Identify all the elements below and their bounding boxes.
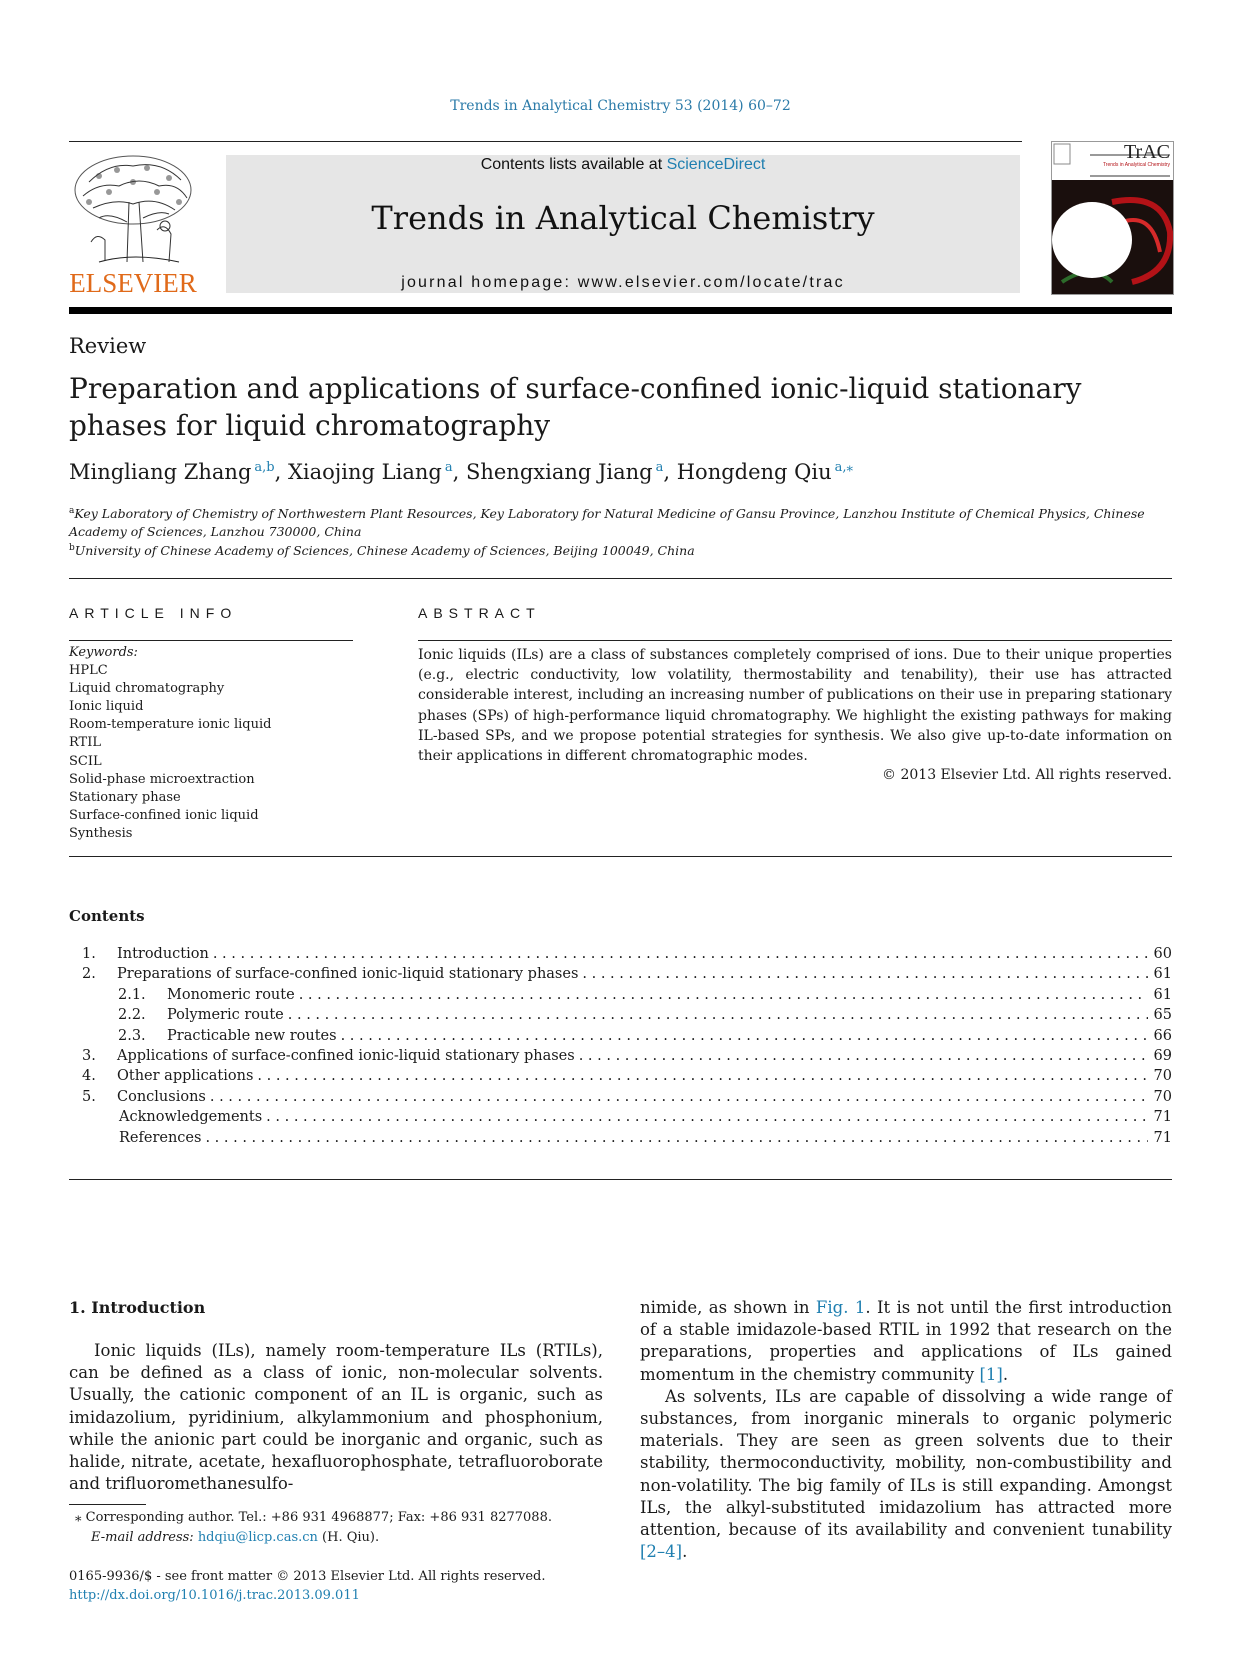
cover-brand: TrAC — [1124, 141, 1170, 163]
table-of-contents — [69, 946, 1172, 1150]
reference-link[interactable]: [2–4] — [640, 1542, 683, 1562]
header-thick-rule — [69, 307, 1172, 314]
elsevier-wordmark: ELSEVIER — [69, 268, 197, 298]
affiliation — [69, 503, 1172, 540]
email-link[interactable]: hdqiu@licp.cas.cn — [197, 1530, 318, 1545]
toc-leader-dots — [213, 946, 1148, 962]
author-name: Hongdeng Qiu — [676, 460, 832, 484]
author-affiliation-mark[interactable]: a,b — [254, 460, 275, 475]
toc-page: 61 — [1153, 986, 1172, 1003]
toc-leader-dots — [205, 1130, 1147, 1146]
author-list — [69, 460, 853, 484]
toc-number: 3. — [82, 1047, 96, 1064]
article-info-heading: ARTICLE INFO — [69, 605, 238, 621]
toc-number: 2. — [82, 966, 96, 983]
body-column-right — [640, 1297, 1172, 1563]
keyword: Liquid chromatography — [69, 681, 225, 697]
abstract-text: Ionic liquids (ILs) are a class of substances completely comprised of ions. Due to their unique properties (e.g., electric conductivity, low volatility, thermostability and tenability), their use has attracted considerable interest, including an increasing number of publications on their use in preparing stationary phases (SPs) of high-performance liquid chromatography. We highlight the existing pathways for making IL-based SPs, and we propose potential strategies for synthesis. We also give up-to-date information on their applications in different chromatographic modes. — [418, 647, 1172, 765]
toc-entry[interactable] — [69, 1068, 1172, 1088]
keywords-list — [69, 644, 353, 843]
toc-entry[interactable] — [69, 1130, 1172, 1150]
text: . — [1002, 1364, 1009, 1384]
toc-number: 2.3. — [118, 1027, 146, 1044]
toc-page: 66 — [1153, 1027, 1172, 1044]
toc-title[interactable]: Introduction — [117, 946, 209, 962]
toc-page: 60 — [1153, 946, 1172, 962]
header-rule — [69, 141, 1022, 142]
toc-title[interactable]: Monomeric route — [167, 986, 295, 1003]
keyword: Room-temperature ionic liquid — [69, 717, 272, 733]
toc-page: 69 — [1153, 1047, 1172, 1064]
author-separator: , — [274, 460, 288, 484]
issn-doi — [69, 1567, 545, 1605]
toc-leader-dots — [299, 987, 1148, 1003]
keyword: HPLC — [69, 663, 108, 679]
toc-number: 2.1. — [118, 986, 146, 1003]
author-affiliation-mark[interactable]: a — [444, 460, 453, 475]
author-separator: , — [452, 460, 466, 484]
keyword: Solid-phase microextraction — [69, 771, 255, 787]
toc-page: 61 — [1153, 966, 1172, 983]
toc-page: 70 — [1153, 1068, 1172, 1085]
cover-subtitle: Trends in Analytical Chemistry — [1102, 162, 1170, 168]
toc-entry[interactable] — [69, 1089, 1172, 1109]
text: . It is not until the first introduction of a stable imidazole-based RTIL in 1992 that research on the preparations, properties and applications of ILs gained momentum in the chemistry community — [640, 1298, 1173, 1384]
divider — [69, 578, 1172, 579]
affiliation-text: University of Chinese Academy of Sciences, Chinese Academy of Sciences, Beijing 100049, China — [74, 543, 695, 559]
affiliation-text: Key Laboratory of Chemistry of Northwestern Plant Resources, Key Laboratory for Natural Medicine of Gansu Province, Lanzhou Institute of Chemical Physics, Chinese Academy of Sciences, Lanzhou 730000, China — [69, 506, 1145, 539]
paragraph — [640, 1386, 1172, 1564]
toc-number: 2.2. — [118, 1007, 146, 1024]
reference-link[interactable]: [1] — [979, 1364, 1003, 1384]
email-suffix: (H. Qiu). — [317, 1530, 380, 1545]
author-name: Mingliang Zhang — [69, 460, 252, 484]
author-affiliation-mark[interactable]: a — [655, 460, 664, 475]
article-type: Review — [69, 334, 147, 358]
author-name: Xiaojing Liang — [287, 460, 442, 484]
keyword: Surface-confined ionic liquid — [69, 807, 259, 823]
toc-leader-dots — [266, 1109, 1147, 1125]
toc-number: 1. — [82, 946, 96, 962]
toc-title[interactable]: Acknowledgements — [119, 1109, 263, 1126]
footnotes — [75, 1508, 635, 1548]
body-column-left — [69, 1340, 603, 1495]
author-affiliation-mark[interactable]: a,⁎ — [834, 460, 854, 475]
journal-homepage[interactable]: journal homepage: www.elsevier.com/locate/trac — [401, 274, 845, 291]
paragraph — [640, 1297, 1172, 1386]
text: nimide, as shown in — [640, 1298, 816, 1317]
journal-citation[interactable]: Trends in Analytical Chemistry 53 (2014) 60–72 — [450, 98, 791, 114]
affiliations — [69, 503, 1172, 560]
toc-entry[interactable] — [69, 1048, 1172, 1068]
contents-available — [226, 156, 1020, 174]
keywords-items — [69, 662, 353, 843]
toc-leader-dots — [257, 1068, 1147, 1084]
toc-entry[interactable] — [69, 946, 1172, 966]
toc-title[interactable]: Practicable new routes — [167, 1027, 337, 1044]
affiliation-mark: b — [69, 543, 75, 554]
toc-entry[interactable] — [69, 1109, 1172, 1129]
toc-leader-dots — [579, 1048, 1148, 1064]
keyword: SCIL — [69, 753, 102, 769]
toc-entry[interactable] — [69, 966, 1172, 986]
figure-link[interactable]: Fig. 1 — [815, 1298, 866, 1317]
toc-title[interactable]: Conclusions — [117, 1088, 206, 1105]
abstract-heading: ABSTRACT — [418, 605, 541, 621]
toc-page: 70 — [1153, 1088, 1172, 1105]
toc-number: 5. — [82, 1088, 96, 1105]
toc-leader-dots — [210, 1089, 1148, 1105]
divider — [69, 856, 1172, 857]
toc-leader-dots — [288, 1007, 1148, 1023]
author-name: Shengxiang Jiang — [465, 460, 653, 484]
toc-title[interactable]: Polymeric route — [167, 1007, 284, 1024]
contents-prefix: Contents lists available at — [480, 156, 667, 173]
keyword: Ionic liquid — [69, 699, 144, 715]
issn-line: 0165-9936/$ - see front matter © 2013 Elsevier Ltd. All rights reserved. — [69, 1569, 546, 1584]
section-heading-introduction: 1. Introduction — [69, 1298, 206, 1317]
journal-cover-thumbnail — [1051, 141, 1174, 295]
author-separator: , — [663, 460, 677, 484]
divider — [418, 640, 1172, 641]
keyword: RTIL — [69, 735, 101, 751]
keywords-label: Keywords: — [69, 645, 138, 660]
toc-entry[interactable] — [69, 1007, 1172, 1027]
toc-page: 71 — [1153, 1129, 1172, 1146]
toc-number: 4. — [82, 1068, 96, 1085]
toc-page: 71 — [1153, 1109, 1172, 1126]
toc-entry[interactable] — [69, 987, 1172, 1007]
toc-leader-dots — [341, 1028, 1148, 1044]
doi-link[interactable]: http://dx.doi.org/10.1016/j.trac.2013.09.011 — [69, 1588, 360, 1603]
journal-title: Trends in Analytical Chemistry — [371, 199, 875, 237]
toc-leader-dots — [582, 966, 1147, 982]
toc-title[interactable]: References — [119, 1129, 202, 1146]
email-note — [75, 1528, 635, 1548]
article-title: Preparation and applications of surface-confined ionic-liquid stationary phases for liquid chromatography — [69, 372, 1082, 442]
text: As solvents, ILs are capable of dissolving a wide range of substances, from inorganic minerals to organic polymeric materials. They are seen as green solvents due to their stability, thermoconductivity, mobility, non-combustibility and non-volatility. The big family of ILs is still expanding. Amongst ILs, the alkyl-substituted imidazolium has attracted more attention, because of its availability and convenient tunability — [640, 1386, 1172, 1540]
divider — [69, 640, 353, 641]
toc-title[interactable]: Preparations of surface-confined ionic-liquid stationary phases — [117, 966, 579, 983]
text: . — [682, 1542, 688, 1562]
keyword: Synthesis — [69, 825, 133, 841]
footnote-rule — [69, 1504, 146, 1505]
toc-entry[interactable] — [69, 1028, 1172, 1048]
contents-heading: Contents — [69, 907, 145, 925]
sciencedirect-link[interactable]: ScienceDirect — [666, 156, 766, 173]
divider — [69, 1179, 1172, 1180]
affiliation — [69, 540, 1172, 560]
toc-page: 65 — [1153, 1007, 1172, 1024]
affiliation-mark: a — [69, 506, 75, 516]
toc-title[interactable]: Other applications — [117, 1068, 254, 1085]
abstract-copyright: © 2013 Elsevier Ltd. All rights reserved. — [882, 767, 1172, 783]
email-label: E-mail address: — [91, 1530, 198, 1545]
elsevier-tree-icon — [69, 152, 197, 270]
toc-title[interactable]: Applications of surface-confined ionic-liquid stationary phases — [117, 1047, 575, 1064]
keyword: Stationary phase — [69, 789, 181, 805]
paragraph: Ionic liquids (ILs), namely room-temperature ILs (RTILs), can be defined as a class of ionic, non-molecular solvents. Usually, the cationic component of an IL is organic, such as imidazolium, pyridinium, alkylammonium and phosphonium, while the anionic part could be inorganic and organic, such as halide, nitrate, acetate, hexafluorophosphate, tetrafluoroborate and trifluoromethanesulfo- — [69, 1341, 603, 1494]
corresponding-author-note: ⁎ Corresponding author. Tel.: +86 931 4968877; Fax: +86 931 8277088. — [75, 1510, 552, 1525]
